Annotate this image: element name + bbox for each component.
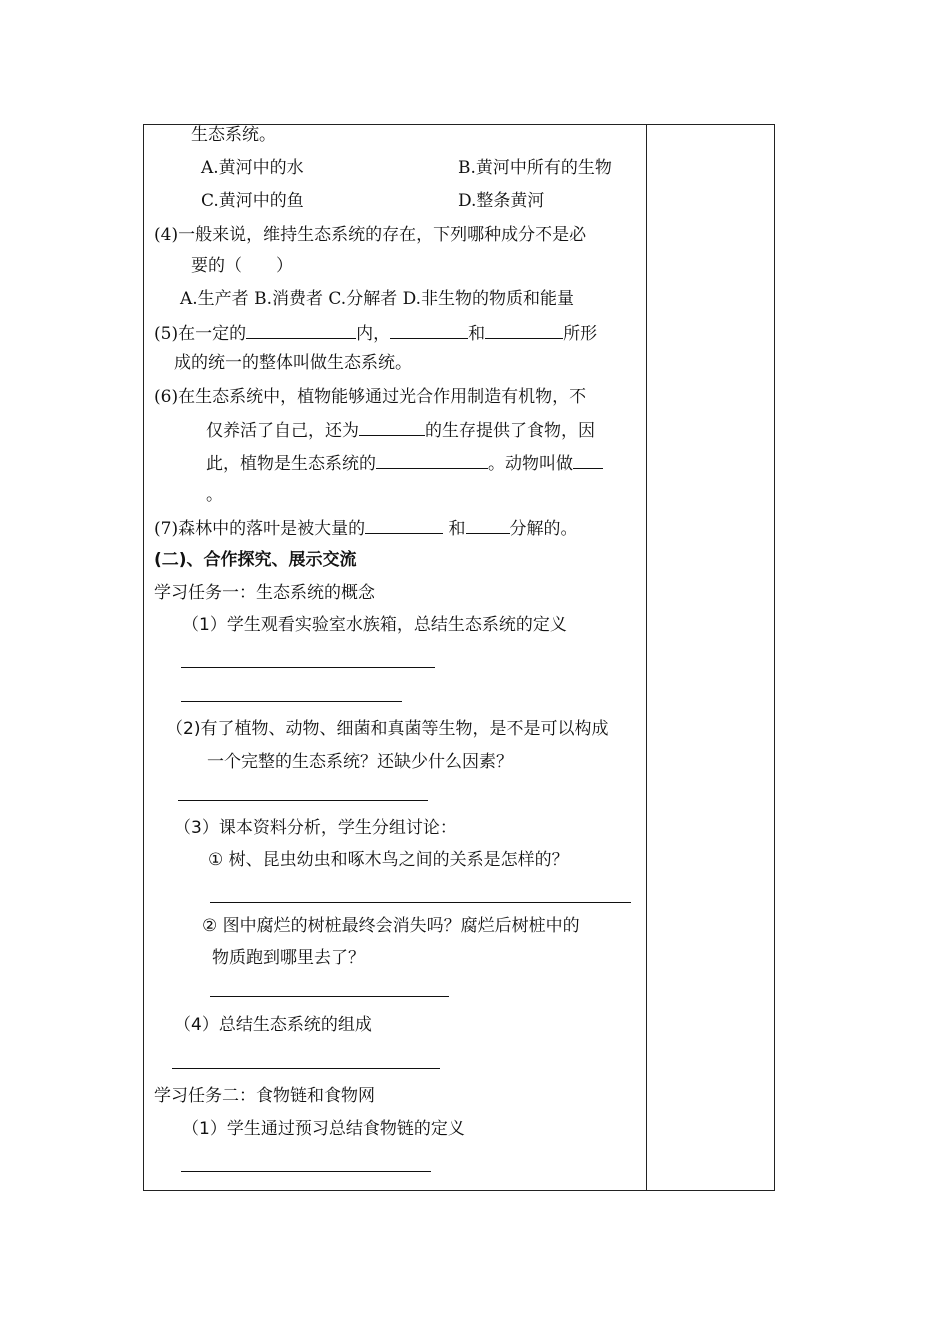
worksheet-table <box>143 124 775 1191</box>
q7-blank-2[interactable] <box>466 517 510 534</box>
q3-option-d: D.整条黄河 <box>458 191 545 211</box>
task1-q3: （3）课本资料分析，学生分组讨论： <box>174 818 457 838</box>
q5-blank-1[interactable] <box>246 322 356 339</box>
q6-text-4: 。动物叫做 <box>488 454 573 474</box>
q6-line3 <box>206 452 603 474</box>
task1-q3-sub2-line1: ② 图中腐烂的树桩最终会消失吗？腐烂后树桩中的 <box>202 916 580 936</box>
q5-line1 <box>154 322 597 344</box>
task1-q3-sub2-line2: 物质跑到哪里去了？ <box>212 948 365 968</box>
q4-question-line2: 要的（ ） <box>191 256 293 276</box>
q3-option-a: A.黄河中的水 <box>201 158 304 178</box>
answer-line[interactable] <box>178 800 428 801</box>
answer-line[interactable] <box>181 1171 431 1172</box>
q3-option-c: C.黄河中的鱼 <box>201 191 304 211</box>
q3-continuation: 生态系统。 <box>191 125 276 145</box>
task1-q4: （4）总结生态系统的组成 <box>174 1015 372 1035</box>
task2-q1: （1）学生通过预习总结食物链的定义 <box>182 1119 465 1139</box>
q6-line2 <box>206 419 595 441</box>
q4-question-line1: (4)一般来说，维持生态系统的存在，下列哪种成分不是必 <box>154 225 587 245</box>
q7-text-2: 和 <box>443 519 466 539</box>
q6-text-3: 此，植物是生态系统的 <box>206 454 376 474</box>
task1-q1: （1）学生观看实验室水族箱，总结生态系统的定义 <box>182 615 567 635</box>
q6-blank-3[interactable] <box>573 452 603 469</box>
q6-text-2: 的生存提供了食物，因 <box>425 421 595 441</box>
task1-q2-line1: （2)有了植物、动物、细菌和真菌等生物，是不是可以构成 <box>166 719 609 739</box>
q5-line2: 成的统一的整体叫做生态系统。 <box>174 353 412 373</box>
q5-blank-2[interactable] <box>390 322 468 339</box>
notes-column <box>647 125 774 1190</box>
q6-line1: (6)在生态系统中，植物能够通过光合作用制造有机物，不 <box>154 387 587 407</box>
answer-line[interactable] <box>210 902 631 903</box>
q6-blank-2[interactable] <box>376 452 488 469</box>
q6-line4: 。 <box>206 485 223 505</box>
q7-text-3: 分解的。 <box>509 519 578 539</box>
answer-line[interactable] <box>181 667 435 668</box>
answer-line[interactable] <box>210 996 449 997</box>
q5-text-3: 和 <box>468 324 486 344</box>
q5-text-4: 所形 <box>563 324 598 344</box>
q5-text-2: 内， <box>356 324 391 344</box>
task1-q2-line2: 一个完整的生态系统？还缺少什么因素？ <box>207 752 513 772</box>
answer-line[interactable] <box>172 1068 440 1069</box>
q5-blank-3[interactable] <box>485 322 563 339</box>
q5-text-1: (5)在一定的 <box>154 324 247 344</box>
section-heading: (二)、合作探究、展示交流 <box>154 550 357 570</box>
task2-title: 学习任务二：食物链和食物网 <box>154 1086 375 1106</box>
q3-option-b: B.黄河中所有的生物 <box>458 158 612 178</box>
q6-text-1: 仅养活了自己，还为 <box>206 421 359 441</box>
q4-options: A.生产者 B.消费者 C.分解者 D.非生物的物质和能量 <box>180 289 575 309</box>
q7-text-1: (7)森林中的落叶是被大量的 <box>154 519 366 539</box>
task1-q3-sub1: ① 树、昆虫幼虫和啄木鸟之间的关系是怎样的？ <box>208 850 569 870</box>
task1-title: 学习任务一：生态系统的概念 <box>154 583 375 603</box>
q7-line <box>154 517 578 539</box>
answer-line[interactable] <box>181 701 402 702</box>
q6-blank-1[interactable] <box>359 419 425 436</box>
q7-blank-1[interactable] <box>365 517 443 534</box>
